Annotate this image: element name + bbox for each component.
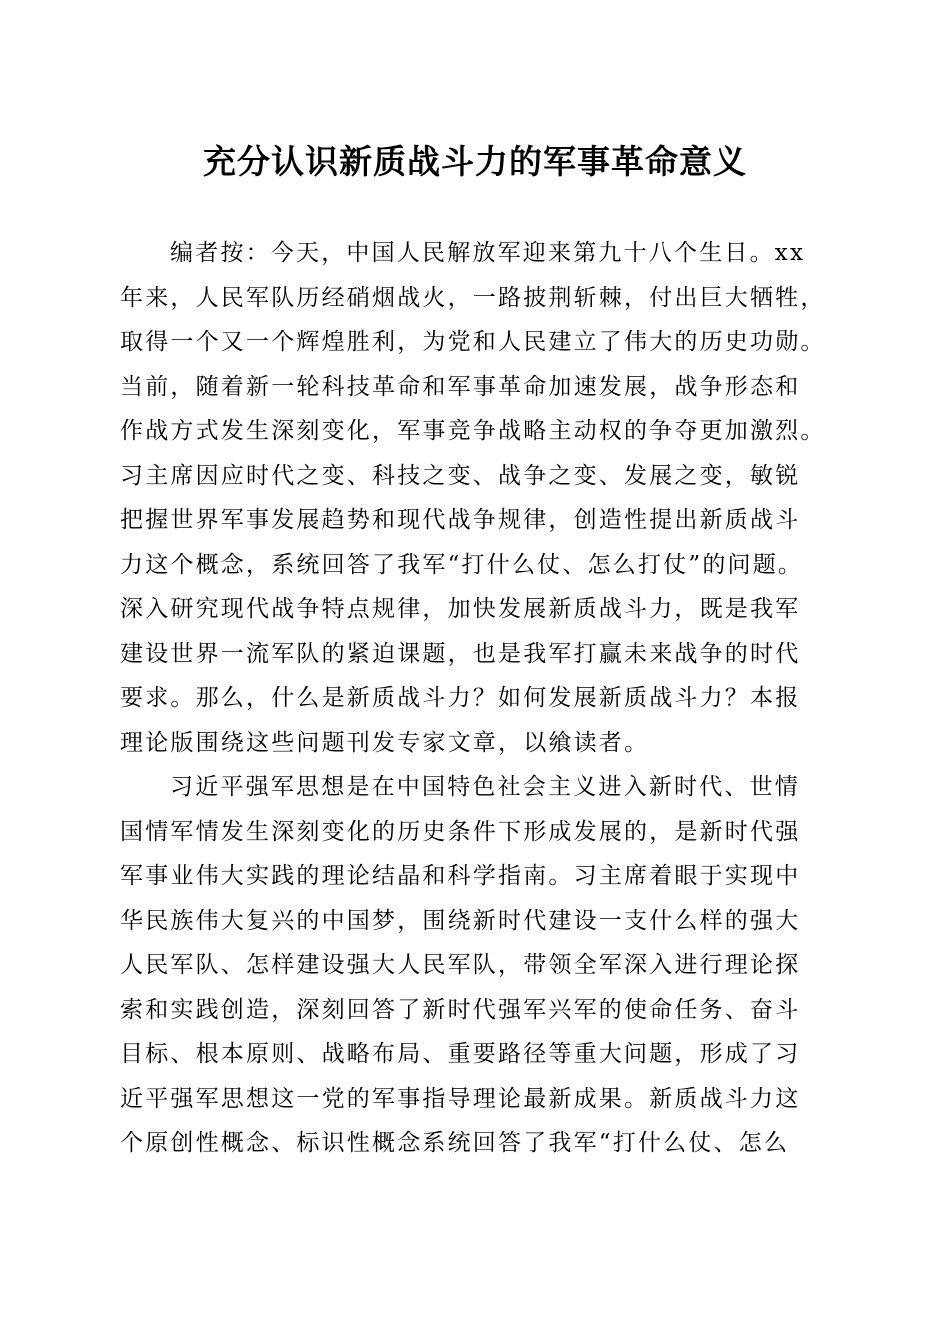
text-line: 作战方式发生深刻变化，军事竞争战略主动权的争夺更加激烈。 (120, 418, 826, 444)
document-body (120, 231, 832, 1166)
text-line: 取得一个又一个辉煌胜利，为党和人民建立了伟大的历史功勋。 (120, 329, 826, 355)
text-line: 华民族伟大复兴的中国梦，围绕新时代建设一支什么样的强大 (120, 907, 801, 934)
text-line: 索和实践创造，深刻回答了新时代强军兴军的使命任务、奋斗 (120, 996, 801, 1023)
text-line: 把握世界军事发展趋势和现代战争规律，创造性提出新质战斗 (120, 507, 801, 533)
text-line: 国情军情发生深刻变化的历史条件下形成发展的，是新时代强 (120, 818, 801, 845)
text-line: 人民军队、怎样建设强大人民军队，带领全军深入进行理论探 (120, 952, 801, 978)
text-line: 军事业伟大实践的理论结晶和科学指南。习主席着眼于实现中 (120, 863, 801, 889)
text-line: 近平强军思想这一党的军事指导理论最新成果。新质战斗力这 (120, 1085, 801, 1112)
editor-note-paragraph (120, 231, 832, 765)
text-line: 当前，随着新一轮科技革命和军事革命加速发展，战争形态和 (120, 373, 801, 400)
text-line: 深入研究现代战争特点规律，加快发展新质战斗力，既是我军 (120, 596, 801, 622)
text-line: 编者按：今天，中国人民解放军迎来第九十八个生日。xx (170, 240, 806, 266)
text-line: 年来，人民军队历经硝烟战火，一路披荆斩棘，付出巨大牺牲， (120, 284, 826, 311)
text-line: 建设世界一流军队的紧迫课题，也是我军打赢未来战争的时代 (120, 640, 801, 667)
text-line: 习主席因应时代之变、科技之变、战争之变、发展之变，敏锐 (120, 462, 801, 489)
text-line: 理论版围绕这些问题刊发专家文章，以飨读者。 (120, 729, 650, 756)
text-line: 个原创性概念、标识性概念系统回答了我军“打什么仗、怎么 (120, 1130, 790, 1156)
text-line: 要求。那么，什么是新质战斗力？如何发展新质战斗力？本报 (120, 685, 801, 711)
body-paragraph (120, 765, 832, 1166)
text-line: 习近平强军思想是在中国特色社会主义进入新时代、世情 (170, 774, 800, 800)
text-line: 目标、根本原则、战略布局、重要路径等重大问题，形成了习 (120, 1041, 801, 1067)
text-line: 力这个概念，系统回答了我军“打什么仗、怎么打仗”的问题。 (120, 551, 804, 578)
document-title: 充分认识新质战斗力的军事革命意义 (203, 142, 747, 181)
